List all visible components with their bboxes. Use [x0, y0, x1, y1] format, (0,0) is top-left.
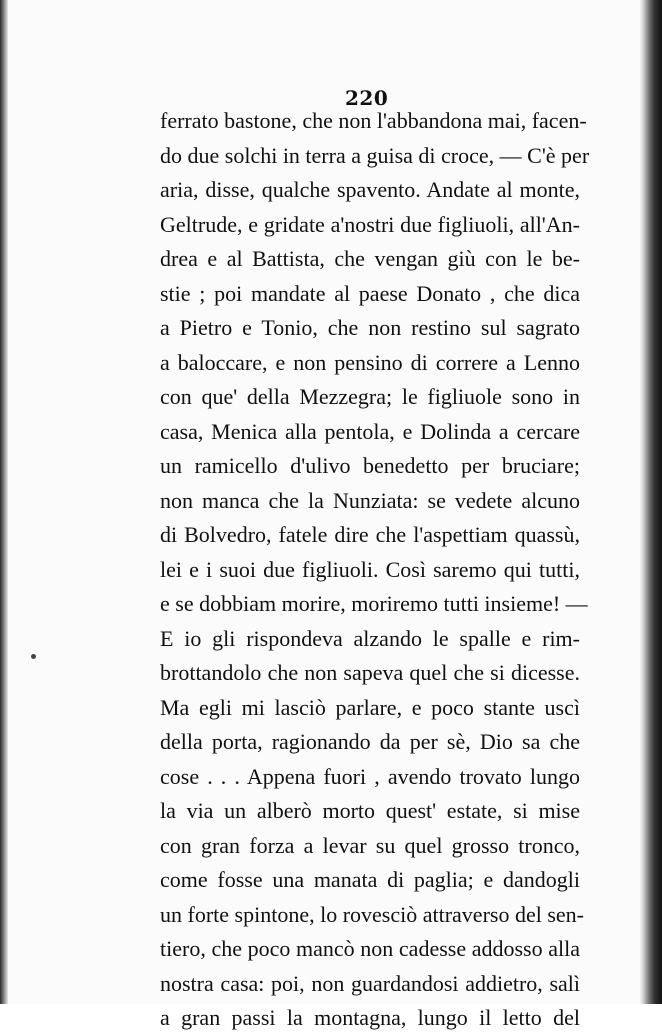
text-line: un forte spintone, lo rovesciò attraverso del sen- [160, 901, 584, 927]
text-line: drea e al Battista, che vengan giù con le be- [160, 246, 580, 271]
text-line: cose . . . Appena fuori , avendo trovato lungo [160, 763, 580, 789]
text-line: E io gli rispondeva alzando le spalle e rim- [160, 625, 580, 651]
text-line: come fosse una manata di paglia; e dandogli [160, 867, 580, 892]
text-line: la via un alberò morto quest' estate, si mise [160, 798, 580, 823]
text-line: ferrato bastone, che non l'abbandona mai, facen- [160, 108, 587, 133]
ink-speck [31, 654, 36, 659]
text-line: della porta, ragionando da per sè, Dio sa che [160, 729, 580, 754]
text-line: casa, Menica alla pentola, e Dolinda a cercare [160, 418, 580, 444]
text-line: a Pietro e Tonio, che non restino sul sagrato [160, 315, 580, 340]
text-line: a baloccare, e non pensino di correre a Lenno [160, 349, 580, 375]
text-line: lei e i suoi due figliuoli. Così saremo qui tutti, [160, 556, 580, 582]
page-left-edge [0, 0, 8, 1004]
text-line: stie ; poi mandate al paese Donato , che dica [160, 280, 580, 306]
text-line: un ramicello d'ulivo benedetto per bruciare; [160, 453, 580, 478]
text-line: Ma egli mi lasciò parlare, e poco stante uscì [160, 694, 580, 720]
text-line: e se dobbiam morire, moriremo tutti insieme! — [160, 591, 588, 616]
text-line: di Bolvedro, fatele dire che l'aspettiam quassù, [160, 522, 580, 547]
text-line: con que' della Mezzegra; le figliuole sono in [160, 384, 580, 409]
text-line: do due solchi in terra a guisa di croce, — C'è per [160, 142, 590, 168]
text-line: aria, disse, qualche spavento. Andate al monte, [160, 177, 580, 202]
body-text [160, 104, 590, 1036]
text-line: brottandolo che non sapeva quel che si dicesse. [160, 660, 580, 685]
text-line: nostra casa: poi, non guardandosi addietro, salì [160, 970, 580, 996]
page-right-edge [640, 0, 662, 1004]
page-number: 220 [345, 86, 389, 110]
text-line: con gran forza a levar su quel grosso tronco, [160, 832, 580, 858]
text-line: tiero, che poco mancò non cadesse addosso alla [160, 936, 580, 961]
text-line: Geltrude, e gridate a'nostri due figliuoli, all'An- [160, 211, 580, 237]
text-line: a gran passi la montagna, lungo il letto del [160, 1005, 580, 1030]
text-line: non manca che la Nunziata: se vedete alcuno [160, 487, 580, 513]
